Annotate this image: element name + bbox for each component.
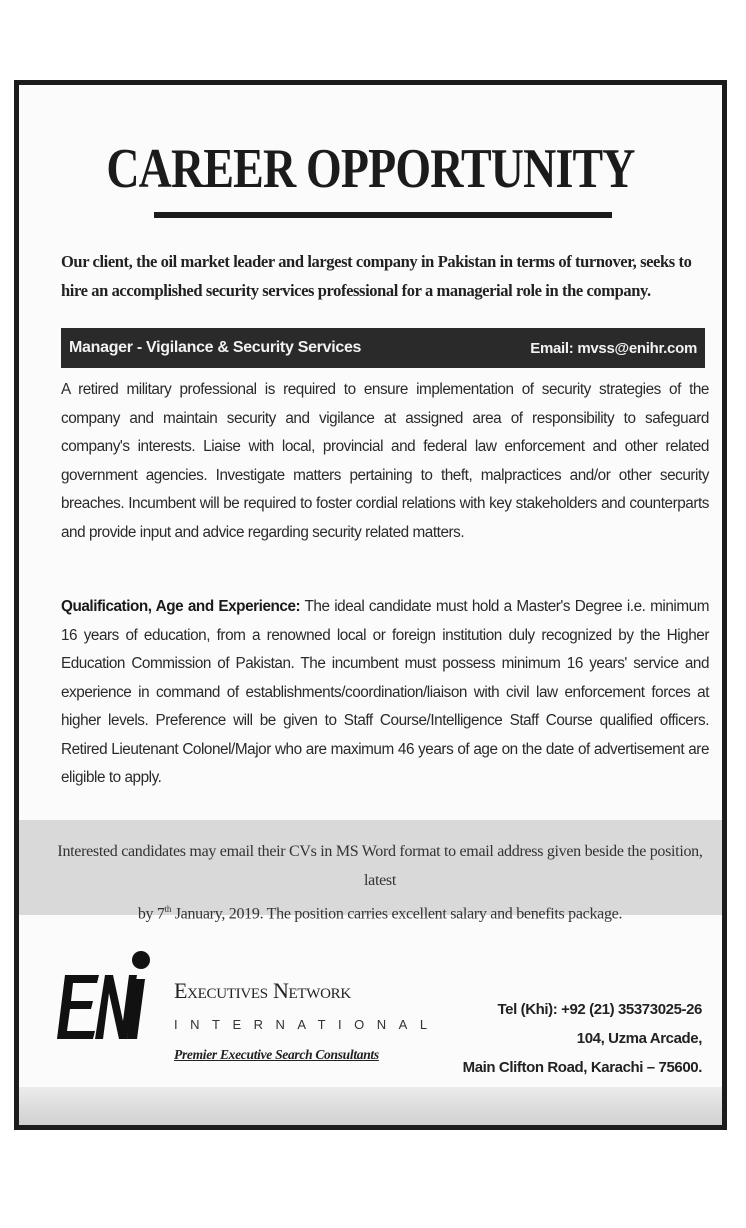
footer-band [19,1087,722,1125]
contact-address-line-1: 104, Uzma Arcade, [576,1030,702,1047]
apply-line-1: Interested candidates may email their CVs in MS Word format to email address given beside the position, latest [57,843,703,889]
apply-instructions [55,837,705,928]
intro-text: Our client, the oil market leader and largest company in Pakistan in terms of turnover, seeks to hire an accomplished security services professional for a managerial role in the company. [61,252,692,300]
contact-block [463,995,702,1082]
qualification-text: The ideal candidate must hold a Master's Degree i.e. minimum 16 years of education, from a renowned local or foreign institution duly recognized by the Higher Education Commission of Pakistan. The incumbent must possess minimum 16 years' service and experience in command of establishments/coordination/liaison with civil law enforcement forces at higher levels. Preference will be given to Staff Course/Intelligence Staff Course qualified officers. Retired Lieutenant Colonel/Major who are maximum 46 years of age on the date of advertisement are eligible to apply. [61,598,709,786]
contact-address-line-2: Main Clifton Road, Karachi – 75600. [462,1059,702,1076]
contact-phone: Tel (Khi): +92 (21) 35373025-26 [497,1001,702,1018]
brand-name: Executives Network [174,978,351,1003]
position-title: Manager - Vigilance & Security Services [69,339,362,356]
qualification-heading: Qualification, Age and Experience: [61,598,301,615]
qualification-section [61,593,709,793]
job-advertisement [14,80,727,1130]
brand-subtitle: INTERNATIONAL [174,1017,440,1032]
position-email[interactable]: Email: mvss@enihr.com [530,339,697,357]
eni-logo [55,943,155,1063]
apply-line-2-pre: by 7 [137,905,165,923]
apply-line-2-sup: th [164,904,172,914]
brand-tagline: Premier Executive Search Consultants [174,1047,379,1062]
ad-title: CAREER OPPORTUNITY [106,138,635,200]
apply-line-2-post: January, 2019. The position carries excellent salary and benefits package. [171,905,623,923]
position-bar [61,328,705,368]
job-description: A retired military professional is required to ensure implementation of security strategies of the company and maintain security and vigilance at assigned area of responsibility to safeguard company's interests. Liaise with local, provincial and federal law enforcement and other related government agencies. Investigate matters pertaining to theft, malpractices and/or other security breaches. Incumbent will be required to foster cordial relations with key stakeholders and counterparts and provide input and advice regarding security related matters. [61,381,709,541]
title-underline [154,212,612,218]
